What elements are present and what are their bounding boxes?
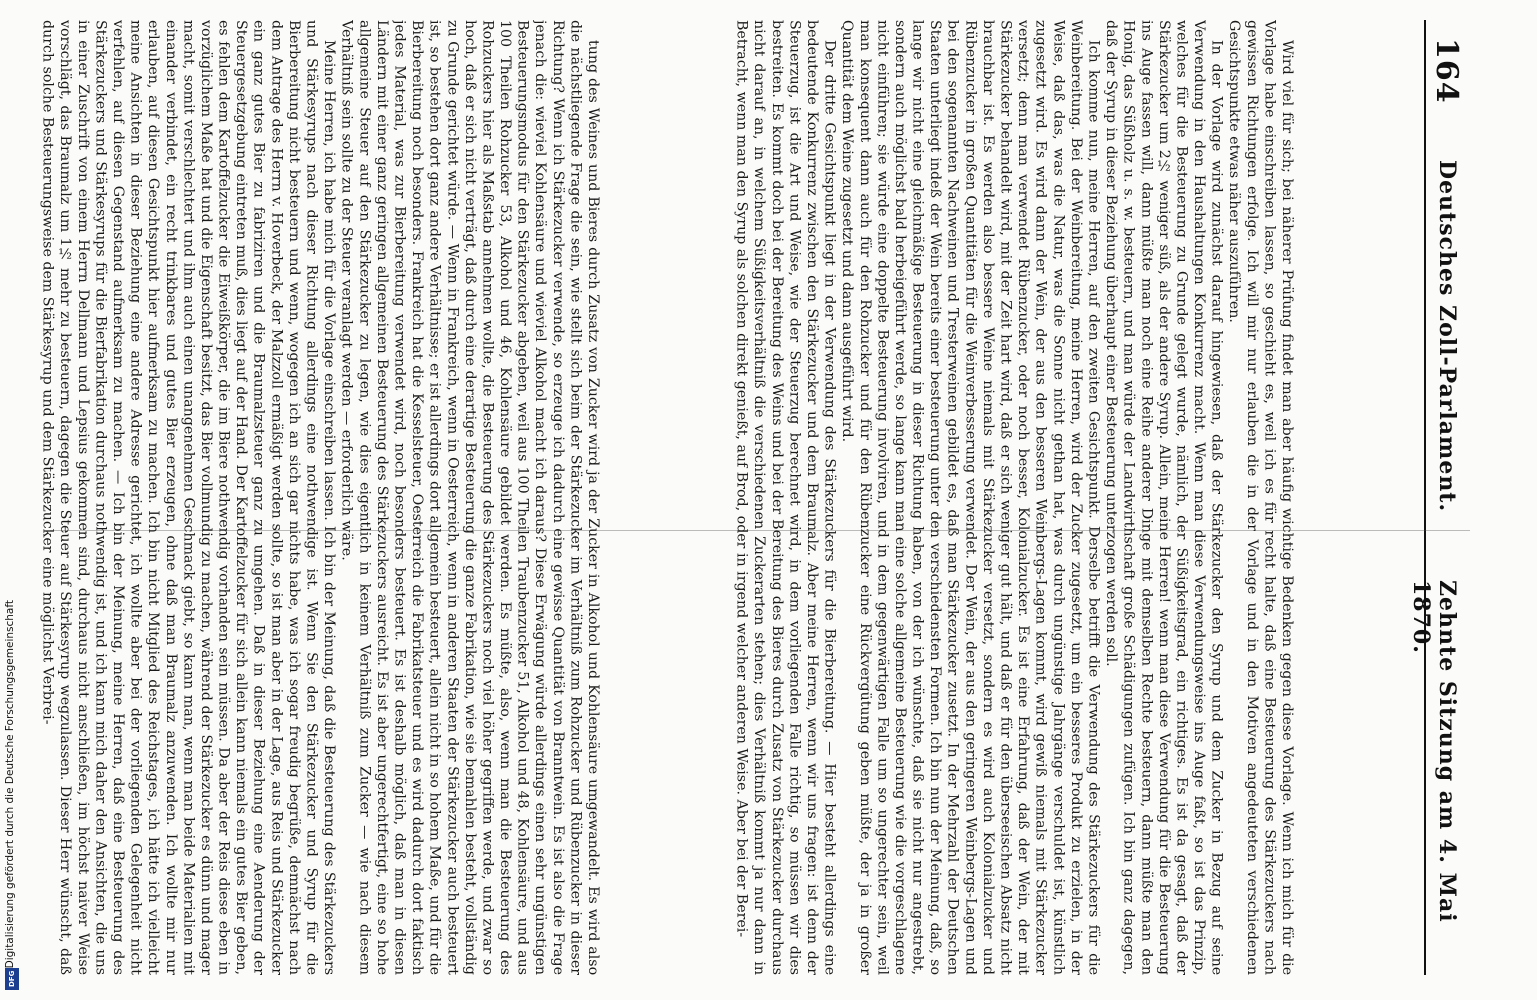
rotated-document-sheet <box>39 20 1470 975</box>
column-separator-rule <box>50 530 1470 531</box>
session-title: Zehnte Sitzung am 4. Mai 1870. <box>1408 580 1460 923</box>
paragraph: Meine Herren, ich habe mich für die Vorlage einschreiben lassen. Ich bin der Meinung, daß die Besteuerung des Stärkezuckers und Stärkesyrups nach dieser Richtung allerdings eine nothwendige ist. Wenn Sie den Stärkezucker und Syrup für die Bierbereitung nicht besteuern und wenn, wogegen ich an sich gar nichts habe, was ich sogar freudig begrüße, demnächst nach dem Antrage des Herrn v. Hoverbeck, der Malzzoll ermäßigt werden sollte, so ist man aber in der Lage, aus Reis und Stärkezucker ein ganz gutes Bier zu fabriziren und die Braumalzsteuer ganz zu umgehen. Daß in dieser Beziehung eine Aenderung der Steuergesetzgebung eintreten muß, dies liegt auf der Hand. Der Kartoffelzucker für sich allein kann niemals ein gutes Bier geben, es fehlen dem Kartoffelzucker die Eiweißkörper, die im Biere nothwendig vorhanden sein müssen. Da aber der Reis diese eben in vorzüglichem Maße hat und die Eigenschaft besitzt, das Bier vollmundig zu machen, während der Stärkezucker es dünn und mager macht, somit verschlechtert und ihm auch einen unangenehmen Geschmack giebt, so kann man, wenn man beide Materialien mit einander verbindet, ein recht trinkbares und gutes Bier erzeugen, ohne daß man Braumalz anzuwenden. Ich wollte mir nur erlauben, auf diesen Gesichtspunkt hier aufmerksam zu machen. Ich bin nicht Mitglied des Reichstages, ich hätte ich vielleicht meine Ansichten in dieser Beziehung eine andere Adresse gerichtet, ich wollte aber bei der vorliegenden Gelegenheit nicht verfehlen, auf diesen Gegenstand aufmerksam zu machen. — Ich bin der Meinung, meine Herren, daß eine Besteuerung des Stärkezuckers und Stärkesyrups für die Bierfabrikation durchaus nothwendig ist, und ich kann mich daher den Ansichten, die uns in einer Zuschrift von einem Herrn Dellmann und Lepsius gekommen sind, durchaus nicht anschließen, im höchst naiver Weise vorschlägt, das Braumalz um 1½ mehr zu besteuern, dagegen die Steuer auf Stärkesyrup wegzulassen. Dieser Herr wünscht, daß durch solche Besteuerungsweise dem Stärkesyrup und dem Stärkezucker eine möglichst Verbrei- <box>39 20 338 975</box>
page-number: 164 <box>1429 38 1464 104</box>
publication-title: Deutsches Zoll-Parlament. <box>1434 160 1460 513</box>
paragraph: Der dritte Gesichtspunkt liegt in der Verwendung des Stärkezuckers für die Bierbereitung. — Hier besteht allerdings eine bedeutende Konkurrenz zwischen den Stärkezucker und dem Braumalz. Aber meine Herren, wenn wir uns fragen: ist denn der Steuerzug, ist die Art und Weise, wie der Steuerzug berechnet wird, in dem vorliegenden Falle richtig, so müssen wir dies bestreiten. Es kommt doch bei der Bereitung des Weins und bei der Bereitung des Bieres durch Zusatz von Stärkezucker durchaus nicht darauf an, in welchem Süßigkeitsverhältniß die verschiedenen Zuckerarten stehen; dies Verhältniß kommt ja nur dann in Betracht, wenn man den Syrup als solchen direkt genießt, auf Brod, oder in irgend welcher anderen Weise. Aber bei der Berei- <box>733 20 838 975</box>
digitization-note: Digitalisierung gefördert durch die Deutsche Forschungsgemeinschaft <box>4 600 16 969</box>
page-header <box>1408 20 1470 975</box>
digitization-credit <box>4 600 26 995</box>
column-1-body <box>732 20 1295 975</box>
text-column-2 <box>38 20 718 975</box>
dfg-logo-icon: DFG <box>5 968 19 990</box>
paragraph: tung des Weines und Bieres durch Zusatz von Zucker wird ja der Zucker in Alkohol und Kohlensäure umgewandelt. Es wird also die nächstliegende Frage die sein, wie stellt sich beim der Stärkezucker im Verhältniß zum Rohzucker und Rübenzucker in dieser Richtung? Wenn ich Stärkezucker verwende, so erzeuge ich dadurch eine gewisse Quantität von Branntwein. Es ist also die Frage jenach die: wieviel Kohlensäure und wieviel Alkohol macht ich daraus? Diese Erwägung würde allerdings einen sehr ungünstigen Besteuerungsmodus für den Stärkezucker abgeben, weil aus 100 Theilen Traubenzucker 51, Alkohol und 48, Kohlensäure, und aus 100 Theilen Rohzucker 53, Alkohol und 46, Kohlensäure gebildet werden. Es müßte, also, wenn man die Besteuerung des Rohzuckers hier als Maßstab annehmen wollte, die Besteuerung des Stärkezuckers noch viel höher gegriffen werde, und zwar so hoch, daß er sich nicht verträgt, daß durch eine derartige Besteuerung die ganze Fabrikation, wie sie bemahlen besteht, vollständig zu Grunde gerichtet würde. — Wenn in Frankreich, wenn in Oesterreich, wenn in anderen Staaten der Stärkezucker auch besteuert ist, so bestehen dort ganz andere Verhältnisse; er ist allerdings dort allgemein besteuert, allein nicht in so hohem Maße, und für die Bierbereitung noch besonders. Frankreich hat die Kesselsteuer, Oesterreich die Fabrikatsteuer und es wird dadurch dort faktisch jedes Material, was zur Bierbereitung verwendet wird, noch besonders besteuert. Es ist deshalb möglich, daß man in diesen Ländern mit einer ganz geringen allgemeinen Besteuerung des Stärkezuckers ausreicht. Es ist aber ungerechtfertigt, eine so hohe allgemeine Steuer auf den Stärkezucker zu legen, wie dies eigentlich in keinem Verhältniß zum Zucker — wie nach diesem Verhältniß sein sollte zu der Steuer veranlagt werden — erforderlich wäre. <box>338 20 601 975</box>
paragraph: In der Vorlage wird zunächst darauf hingewiesen, daß der Stärkezucker den Syrup und dem Zucker in Bezug auf seine Verwendung in den Haushaltungen Konkurrenz macht. Wenn man diese Verwendungsweise ins Auge faßt, so ist das Prinzip, welches für die Besteuerung zu Grunde gelegt wurde, nämlich, der Süßigkeitsgrad, ein richtiges. Es ist da gesagt, daß der Stärkezucker um 2½ weniger süß, als der andere Syrup. Allein, meine Herren! wenn man diese Verwendung für die Besteuerung ins Auge fassen will, dann müßte man noch eine Reihe anderer Dinge mit demselben Rechte besteuern, dann müßte man den Honig, das Süßholz u. s. w. besteuern, und man würde der Landwirthschaft große Schädigungen zufügen. Ich bin ganz dagegen, daß der Syrup in dieser Beziehung überhaupt einer Besteuerung unterzogen werden soll. <box>1103 20 1225 975</box>
column-2-body <box>38 20 601 975</box>
paragraph: Ich komme nun, meine Herren, auf den zweiten Gesichtspunkt. Derselbe betrifft die Verwendung des Stärkezuckers für die Weinbereitung. Bei der Weinbereitung, meine Herren, wird der Zucker zugesetzt, um ein besseres Produkt zu erzielen, in der Weise, daß das, was die Natur, was die Sonne nicht gethan hat, was durch ungünstige Jahrgänge verschuldet ist, künstlich zugesetzt wird. Es wird dann der Wein, der aus den besseren Weinbergs-Lagen kommt, wird gewiß niemals mit Stärkezucker versetzt; denn man verwendet Rübenzucker, oder noch besser, Kolonialzucker. Es ist eine Erfahrung, daß der Wein, der mit Stärkezucker behandelt wird, mit der Zeit hart wird, daß er sich weniger gut hält, und daß er für den überseeischen Absatz nicht brauchbar ist. Es werden also bessere Weine niemals mit Stärkezucker versetzt, sondern es wird auch Kolonialzucker und Rübenzucker in großen Quantitäten für die Weinverbesserung verwendet. Der Wein, der aus den geringeren Weinbergs-Lagen und bei den sogenannten Nachweinen und Tresterweinen gebildet es, daß man Stärkezucker zusetzt. In der Mehrzahl der Deutschen Staaten unterliegt indeß der Wein bereits einer besteuerung unter den verschiedensten Formen. Ich bin nun der Meinung, daß, so lange wir nicht eine gleichmäßige Besteuerung in dieser Richtung haben, von der ich wünschte, daß sie nicht nur angestrebt, sondern auch möglichst bald herbeigeführt werde, so lange kann man eine solche allgemeine Besteuerung wie die vorgeschlagene nicht einführen; sie würde eine doppelte Besteuerung involviren, und in dem gegenwärtigen Falle um so ungerechter sein, weil man konsequent dann auch für den Rohzucker und für den Rübenzucker eine Rückvergütung geben müßte, der ja in großer Quantität dem Weine zugesetzt und dann ausgeführt wird. <box>839 20 1102 975</box>
text-column-1 <box>732 20 1412 975</box>
paragraph: Wird viel für sich; bei näherer Prüfung findet man aber häufig wichtige Bedenken gegen diese Vorlage. Wenn ich mich für die Vorlage habe einschreiben lassen, so geschieht es, weil ich es für recht halte, daß eine Besteuerung des Stärkezuckers nach gewissen Richtungen erfolge. Ich will mir nur erlauben die in der Vorlage und in den Motiven angedeuteten verschiedenen Gesichtspunkte etwas näher auszuführen. <box>1226 20 1295 975</box>
